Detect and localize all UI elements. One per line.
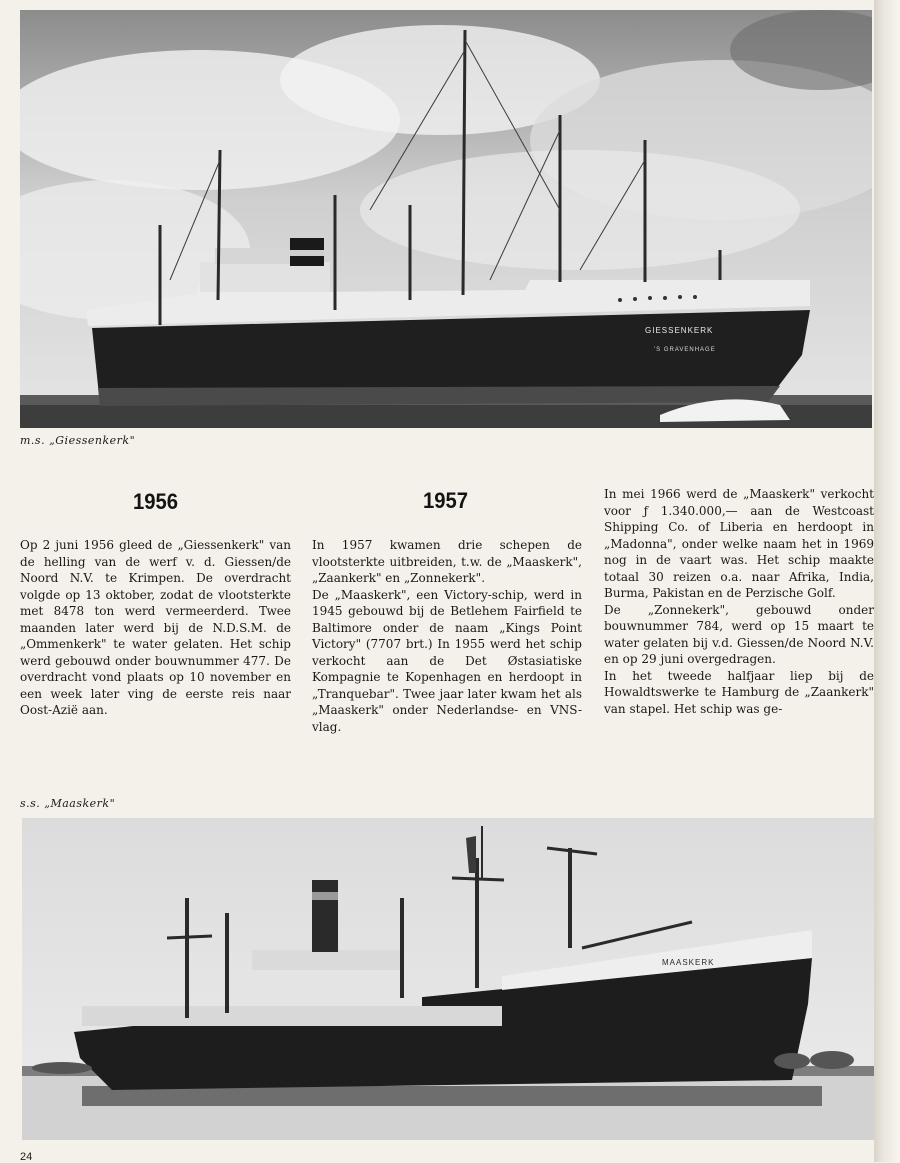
paragraph-maaskerk-sale: In mei 1966 werd de „Maaskerk" verkocht voor ƒ 1.340.000,— aan de Westcoast Shipping Co. of Liberia en herdoopt in „Madonna", onder welke naam het in 1969 nog in de vaart was. Het schip maakte totaal 30 reizen o.a. naar Afrika, India, Burma, Pakistan en de Perzische Golf.	[604, 487, 874, 600]
paragraph-zaankerk: In het tweede halfjaar liep bij de Howaldtswerke te Hamburg de „Zaankerk" van stapel. Het schip was ge-	[604, 668, 874, 716]
ship-photo-giessenkerk	[20, 10, 872, 428]
hull-port-marking: 'S GRAVENHAGE	[654, 347, 716, 353]
page-gutter-edge	[874, 0, 900, 1162]
caption-maaskerk: s.s. „Maaskerk"	[20, 797, 116, 810]
hull-name-giessenkerk: GIESSENKERK	[645, 326, 714, 335]
paragraph-zonnekerk: De „Zonnekerk", gebouwd onder bouwnummer 784, werd op 15 maart te water gelaten bij v.d. Giessen/de Noord N.V. en op 29 juni overgedragen.	[604, 602, 874, 666]
paragraph-1957-intro: In 1957 kwamen drie schepen de vlootsterkte uitbreiden, t.w. de „Maaskerk", „Zaankerk" en „Zonnekerk".	[312, 538, 582, 585]
caption-giessenkerk: m.s. „Giessenkerk"	[20, 434, 136, 447]
year-heading-1956: 1956	[132, 489, 178, 514]
photo-giessenkerk	[20, 10, 872, 428]
ship-photo-maaskerk	[22, 818, 874, 1140]
year-heading-1957: 1957	[422, 488, 468, 513]
paragraph-1956: Op 2 juni 1956 gleed de „Giessenkerk" van de helling van de werf v. d. Giessen/de Noord N.V. te Krimpen. De overdracht volgde op 13 oktober, zodat de vlootsterkte met 8478 ton werd vermeerderd. Twee maanden later werd bij de N.D.S.M. de „Ommenkerk" te water gelaten. Het schip werd gebouwd onder bouwnummer 477. De overdracht vond plaats op 10 november en een week later ving de eerste reis naar Oost-Azië aan.	[20, 538, 291, 717]
text-column-3	[604, 486, 874, 717]
text-column-2	[312, 537, 582, 735]
text-column-1	[20, 537, 291, 719]
photo-maaskerk	[22, 818, 874, 1140]
page-number: 24	[20, 1151, 33, 1163]
paragraph-maaskerk-history: De „Maaskerk", een Victory-schip, werd in 1945 gebouwd bij de Betlehem Fairfield te Baltimore onder de naam „Kings Point Victory" (7707 brt.) In 1955 werd het schip verkocht aan de Det Østasiatiske Kompagnie te Kopenhagen en herdoopt in „Tranquebar". Twee jaar later kwam het als „Maaskerk" onder Nederlandse- en VNS-vlag.	[312, 587, 582, 734]
hull-name-maaskerk: MAASKERK	[662, 958, 715, 967]
